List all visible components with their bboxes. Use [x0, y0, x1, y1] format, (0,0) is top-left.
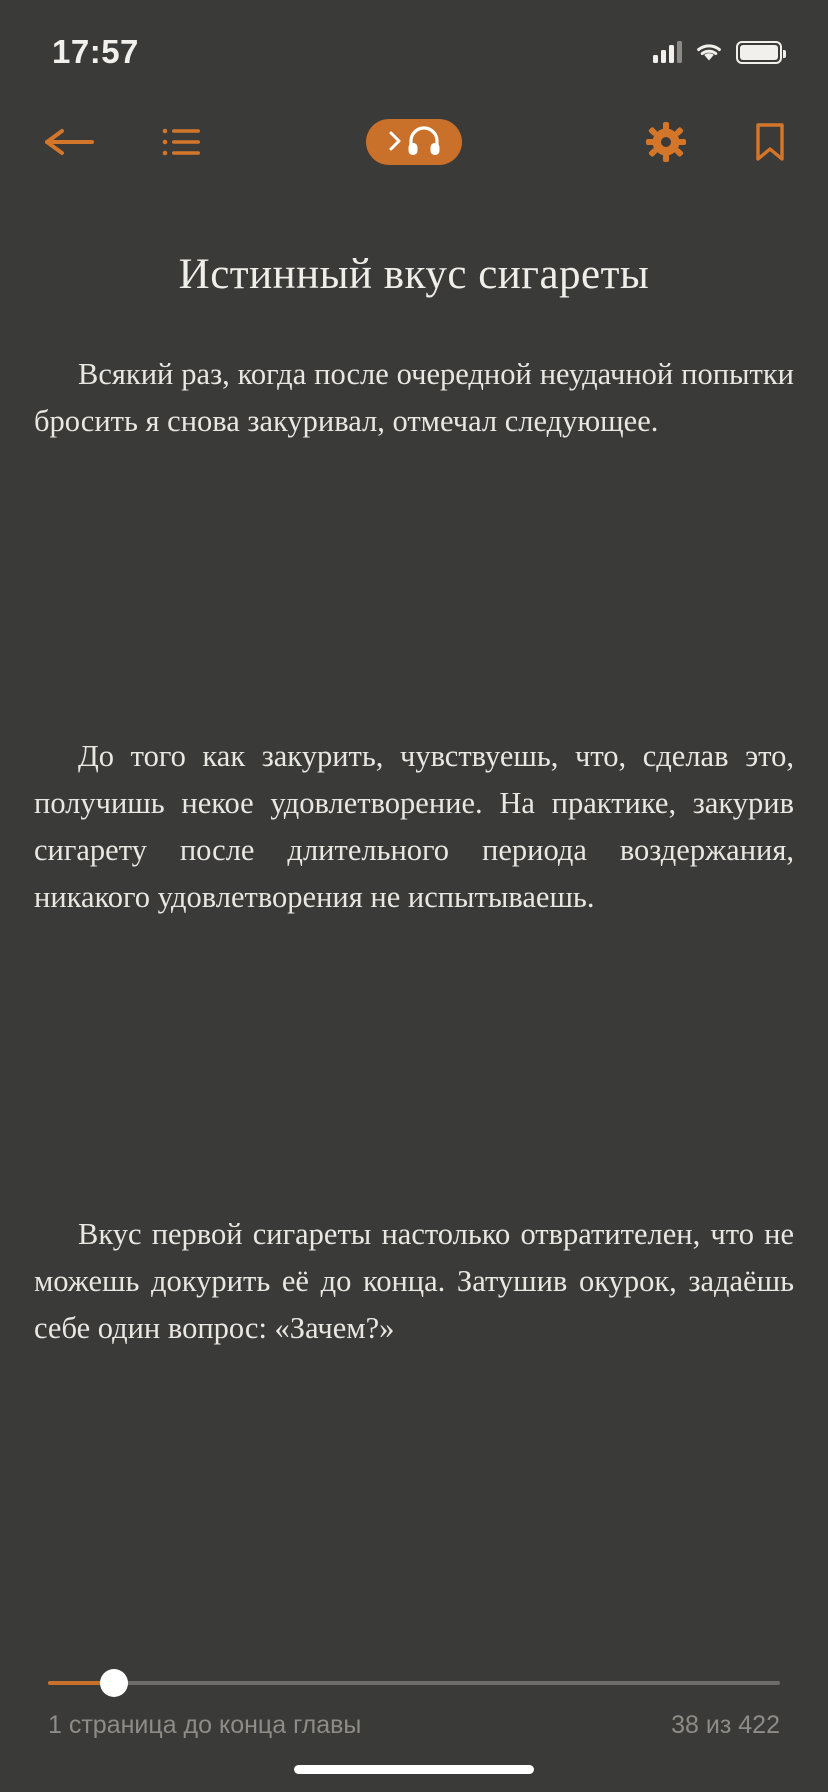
- status-indicators: [653, 33, 782, 64]
- progress-knob[interactable]: [100, 1669, 128, 1697]
- audio-playback-button[interactable]: [366, 119, 462, 165]
- paragraph-1: Всякий раз, когда после очередной неудачной попытки бросить я снова закуривал, отмечал следующее.: [34, 357, 794, 438]
- footer-labels: [48, 1711, 780, 1792]
- reader-toolbar: [0, 96, 828, 188]
- wifi-icon: [694, 41, 724, 63]
- progress-slider[interactable]: [48, 1663, 780, 1703]
- page-counter-label: 38 из 422: [671, 1711, 780, 1739]
- battery-icon: [736, 41, 782, 64]
- bookmark-icon[interactable]: [754, 122, 786, 162]
- page-title: Истинный вкус сигареты: [178, 251, 650, 298]
- cellular-signal-icon: [653, 41, 682, 63]
- paragraph-2: До того как закурить, чувствуешь, что, сделав это, получишь некое удовлетворение. На практике, закурив сигарету после длительного периода воздержания, никакого удовлетворения не испытываешь.: [34, 739, 794, 914]
- reader-footer: [0, 1663, 828, 1792]
- headphones-icon: [407, 125, 441, 160]
- table-of-contents-icon[interactable]: [162, 127, 202, 157]
- back-arrow-icon[interactable]: [42, 125, 96, 159]
- paragraph-3: Вкус первой сигареты настолько отвратителен, что не можешь докурить её до конца. Затушив окурок, задаёшь себе один вопрос: «Зачем?»: [34, 1217, 794, 1345]
- home-indicator[interactable]: [294, 1765, 534, 1774]
- chevron-right-icon: [387, 129, 403, 156]
- progress-track[interactable]: [48, 1681, 780, 1685]
- chapter-remaining-label: 1 страница до конца главы: [48, 1711, 362, 1739]
- status-bar: [0, 0, 828, 96]
- reader-content: [0, 250, 828, 1352]
- gear-icon[interactable]: [646, 122, 686, 162]
- status-time: 17:57: [52, 33, 139, 70]
